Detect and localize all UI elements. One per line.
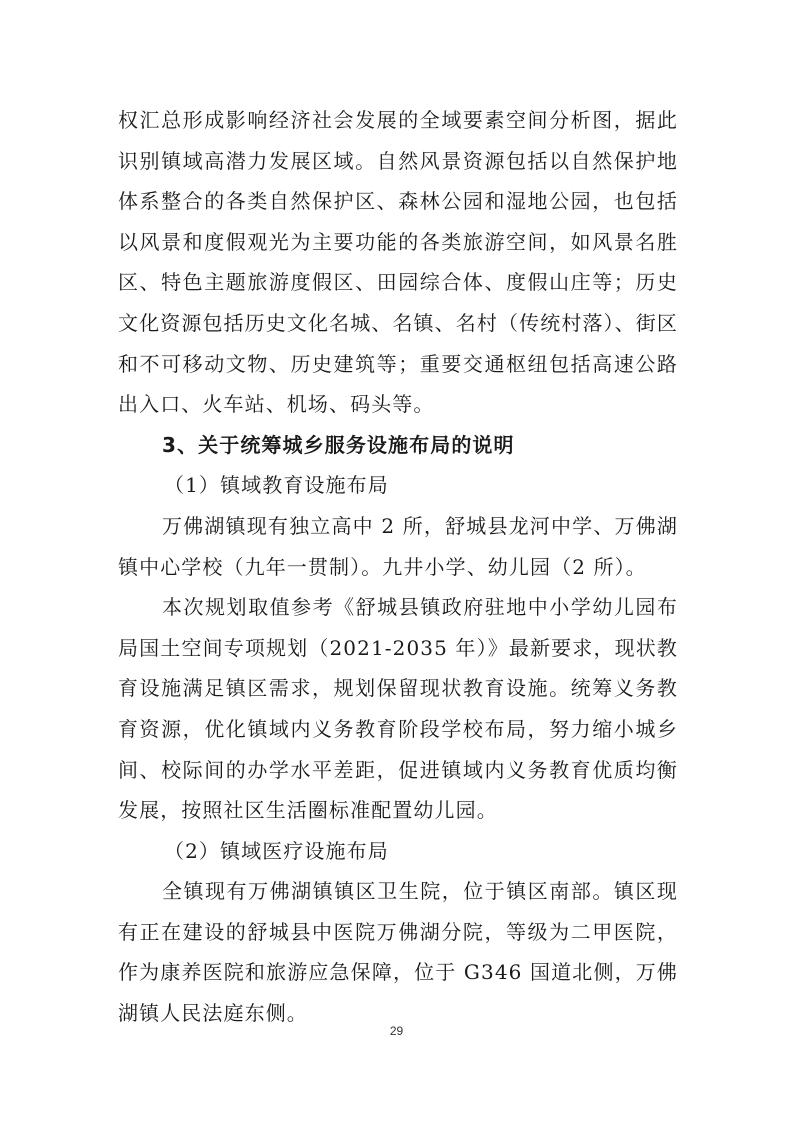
page-number: 29 [389, 1024, 404, 1038]
section-heading-service-facilities: 3、关于统筹城乡服务设施布局的说明 [162, 432, 515, 457]
paragraph-medical-facilities: 全镇现有万佛湖镇镇区卫生院，位于镇区南部。镇区现有正在建设的舒城县中医院万佛湖分院，等级为二甲医院，作为康养医院和旅游应急保障，位于 G346 国道北侧，万佛湖镇人民法庭东侧。 [118, 879, 678, 1026]
page-content [118, 100, 678, 1034]
paragraph-existing-schools: 万佛湖镇现有独立高中 2 所，舒城县龙河中学、万佛湖镇中心学校（九年一贯制）。九井小学、幼儿园（2 所）。 [118, 513, 678, 579]
subheading-education: （1）镇域教育设施布局 [164, 473, 389, 498]
paragraph-education-planning: 本次规划取值参考《舒城县镇政府驻地中小学幼儿园布局国土空间专项规划（2021-2035 年）》最新要求，现状教育设施满足镇区需求，规划保留现状教育设施。统筹义务教育资源，优化镇域内义务教育阶段学校布局，努力缩小城乡间、校际间的办学水平差距，促进镇域内义务教育优质均衡发展，按照社区生活圈标准配置幼儿园。 [118, 595, 678, 823]
subheading-medical: （2）镇域医疗设施布局 [164, 838, 389, 863]
paragraph-spatial-analysis: 权汇总形成影响经济社会发展的全域要素空间分析图，据此识别镇域高潜力发展区域。自然风景资源包括以自然保护地体系整合的各类自然保护区、森林公园和湿地公园，也包括以风景和度假观光为主要功能的各类旅游空间，如风景名胜区、特色主题旅游度假区、田园综合体、度假山庄等；历史文化资源包括历史文化名城、名镇、名村（传统村落）、街区和不可移动文物、历史建筑等；重要交通枢纽包括高速公路出入口、火车站、机场、码头等。 [118, 108, 678, 417]
